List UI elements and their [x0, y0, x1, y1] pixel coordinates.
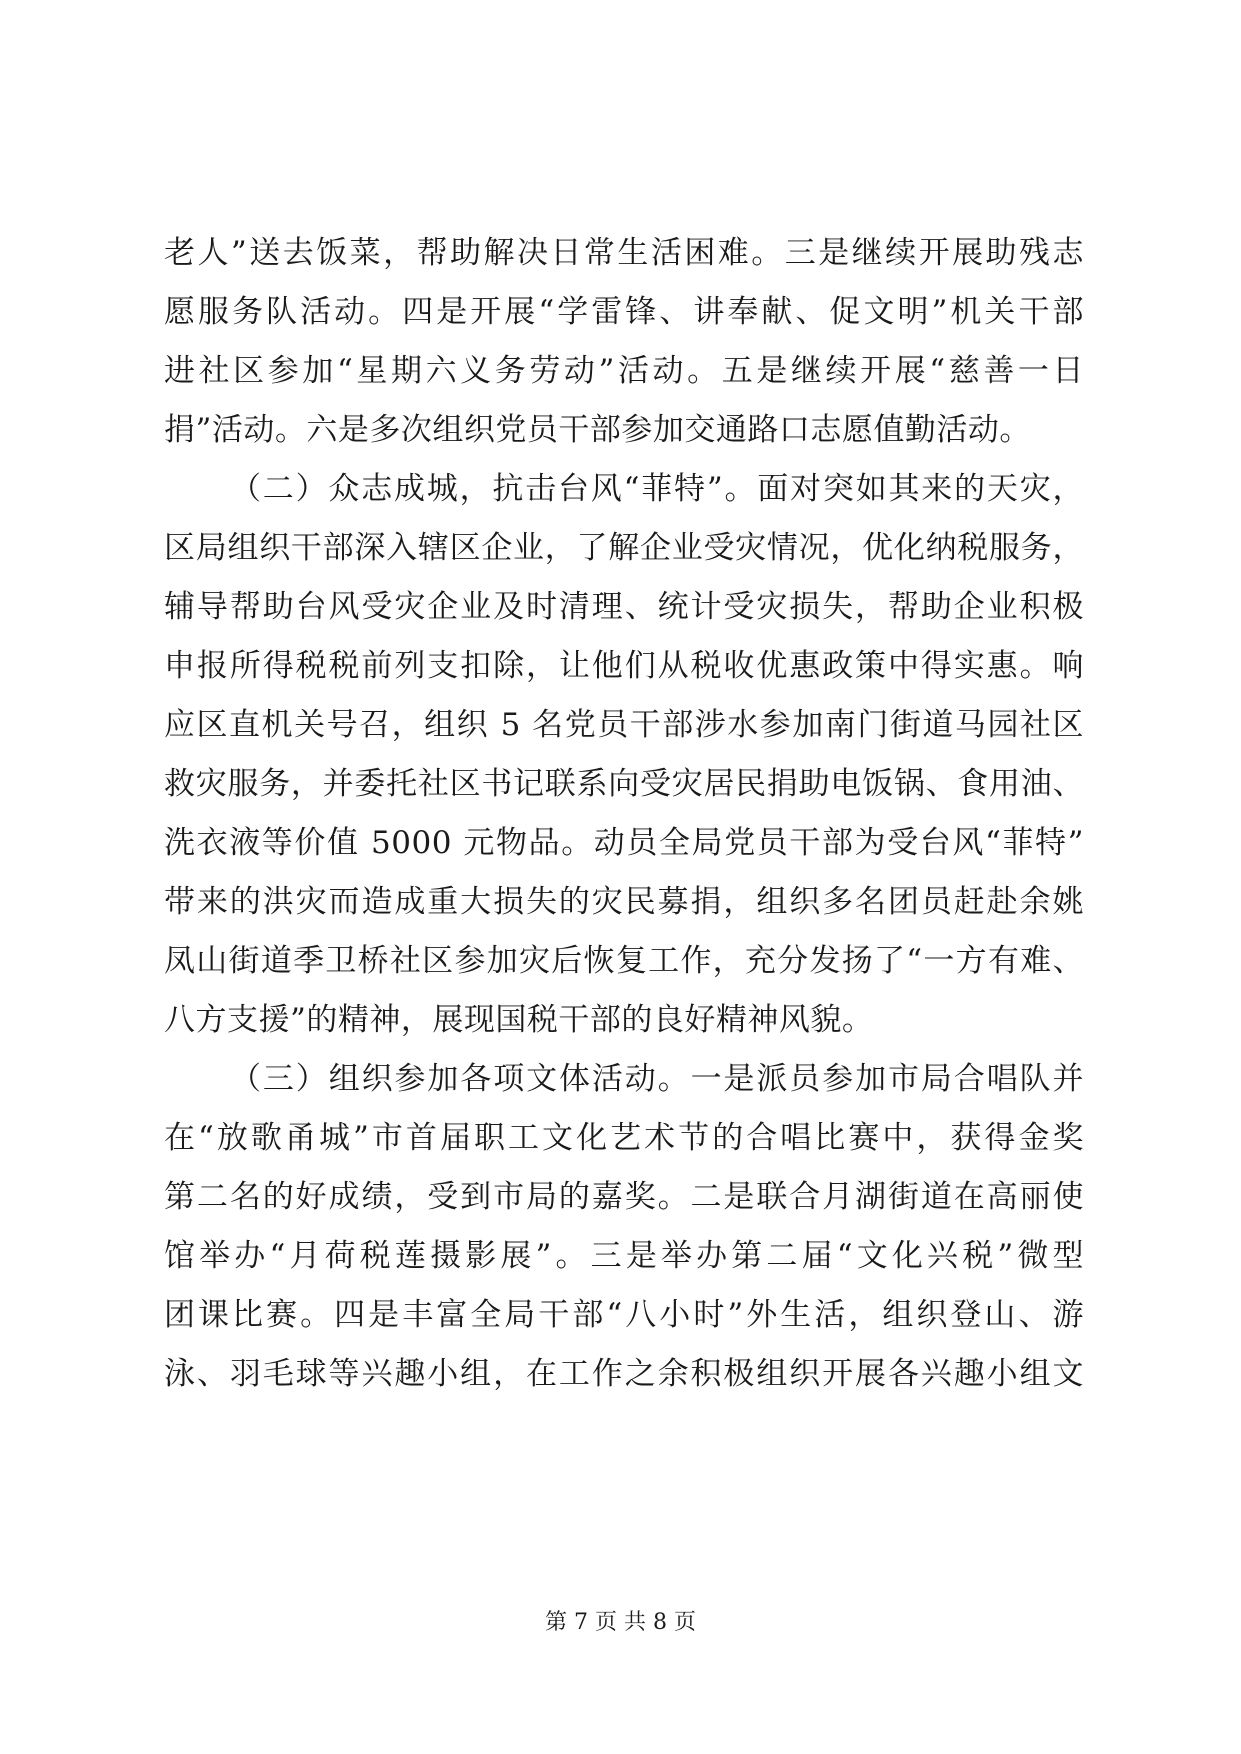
- text-line: 洗衣液等价值 5000 元物品。动员全局党员干部为受台风“菲特”: [164, 825, 1084, 861]
- text-line: 团课比赛。四是丰富全局干部“八小时”外生活，组织登山、游: [164, 1297, 1084, 1333]
- document-body: [164, 224, 1084, 1404]
- text-line: 进社区参加“星期六义务劳动”活动。五是继续开展“慈善一日: [164, 353, 1084, 389]
- text-line: 救灾服务，并委托社区书记联系向受灾居民捐助电饭锅、食用油、: [164, 766, 1084, 802]
- text-line: 凤山街道季卫桥社区参加灾后恢复工作，充分发扬了“一方有难、: [164, 943, 1084, 979]
- text-line: （三）组织参加各项文体活动。一是派员参加市局合唱队并: [230, 1061, 1084, 1097]
- page-number: 第 7 页 共 8 页: [545, 1610, 696, 1635]
- text-line: 在“放歌甬城”市首届职工文化艺术节的合唱比赛中，获得金奖: [164, 1120, 1084, 1156]
- paragraph-2: [164, 460, 1084, 1050]
- paragraph-1: [164, 224, 1084, 460]
- text-line: 应区直机关号召，组织 5 名党员干部涉水参加南门街道马园社区: [164, 707, 1084, 743]
- text-line: 愿服务队活动。四是开展“学雷锋、讲奉献、促文明”机关干部: [164, 294, 1084, 330]
- text-line: 申报所得税税前列支扣除，让他们从税收优惠政策中得实惠。响: [164, 648, 1084, 684]
- paragraph-3: [164, 1050, 1084, 1404]
- text-line: 捐”活动。六是多次组织党员干部参加交通路口志愿值勤活动。: [164, 412, 1031, 448]
- text-line: 老人”送去饭菜，帮助解决日常生活困难。三是继续开展助残志: [164, 235, 1084, 271]
- text-line: 泳、羽毛球等兴趣小组，在工作之余积极组织开展各兴趣小组文: [164, 1356, 1084, 1392]
- text-line: 第二名的好成绩，受到市局的嘉奖。二是联合月湖街道在高丽使: [164, 1179, 1084, 1215]
- text-line: 区局组织干部深入辖区企业，了解企业受灾情况，优化纳税服务，: [164, 530, 1084, 566]
- text-line: 辅导帮助台风受灾企业及时清理、统计受灾损失，帮助企业积极: [164, 589, 1084, 625]
- text-line: 八方支援”的精神，展现国税干部的良好精神风貌。: [164, 1002, 874, 1038]
- text-line: 带来的洪灾而造成重大损失的灾民募捐，组织多名团员赶赴余姚: [164, 884, 1084, 920]
- text-line: （二）众志成城，抗击台风“菲特”。面对突如其来的天灾，: [230, 471, 1084, 507]
- text-line: 馆举办“月荷税莲摄影展”。三是举办第二届“文化兴税”微型: [164, 1238, 1084, 1274]
